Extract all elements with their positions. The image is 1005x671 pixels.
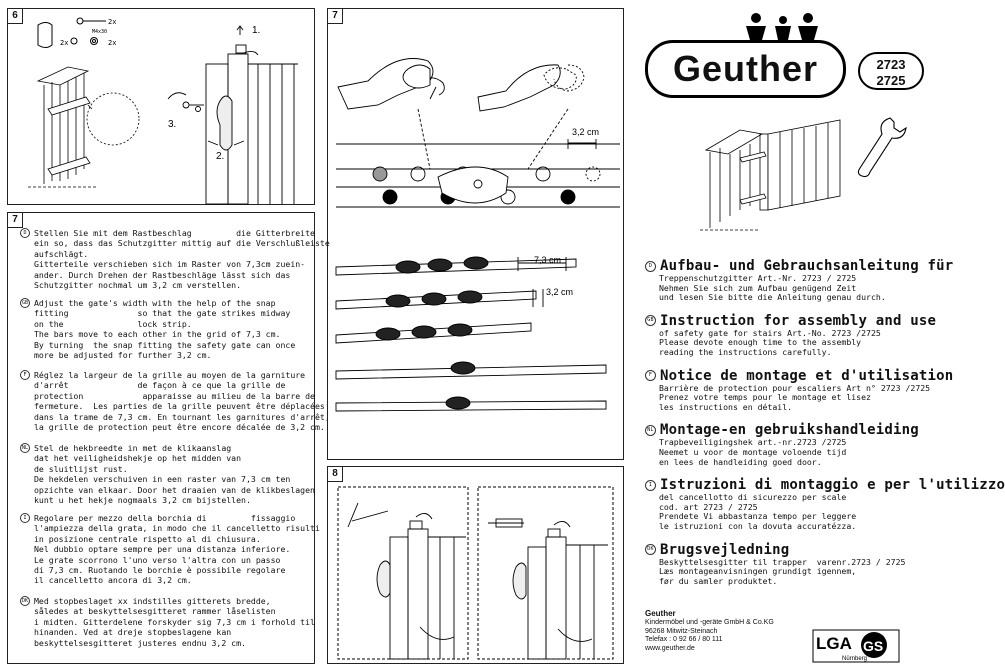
instruction-line: dans la trame de 7,3 cm. En tournant les garnitures d'arrêt, (34, 411, 330, 422)
instruction-line: Nel dubbio optare sempre per una distanza inferiore. (34, 544, 291, 555)
company-line-3: Telefax : 0 92 66 / 80 111 (645, 636, 723, 644)
article-number-2: 2725 (876, 73, 906, 88)
panel-6-illustration (8, 9, 314, 204)
instruction-line: beskyttelsesgitteret justeres endnu 3,2 cm. (34, 637, 246, 648)
instruction-line: aufschlägt. (34, 248, 89, 259)
manual-dk (645, 542, 945, 587)
instruction-line: kunt u het hekje nogmaals 3,2 cm bijstellen. (34, 495, 251, 506)
panel-7-text (7, 212, 330, 664)
manual-subline: før du samler produktet. (659, 575, 778, 586)
instruction-line: ein so, dass das Schutzgitter mittig auf die Verschlußleiste (34, 238, 330, 249)
language-flag-f: F (20, 370, 30, 380)
instruction-line: on the lock strip. (34, 318, 192, 329)
instruction-line: De hekdelen verschuiven in een raster van 7,3 cm ten (34, 474, 291, 485)
manual-title (645, 542, 945, 558)
instruction-block-d (20, 228, 330, 291)
instruction-block-gb (20, 298, 320, 360)
wrench-icon (858, 118, 906, 177)
instruction-line: Stellen Sie mit dem Rastbeschlag die Gitterbreite (34, 228, 315, 238)
instruction-line: Stel de hekbreedte in met de klikaanslag (34, 443, 232, 453)
instruction-line: de sluitlijst rust. (34, 463, 128, 474)
instruction-line: Adjust the gate's width with the help of the snap (34, 298, 276, 308)
pin-size: M4x30 (92, 29, 108, 35)
lga-label: LGA (816, 634, 852, 653)
instruction-line: i midten. Gitterdelene forskyder sig 7,3 cm i forhold til (34, 616, 315, 627)
instruction-line: hinanden. Ved at dreje stopbeslagene kan (34, 627, 232, 638)
step-1: 1. (252, 25, 261, 36)
instruction-line: opzichte van elkaar. Door het draaien van de klikbeslagen (34, 484, 315, 495)
manual-gb (645, 313, 945, 358)
hand-turning-icon (338, 59, 444, 110)
instruction-block-dk (20, 596, 320, 648)
step-3: 3. (168, 119, 177, 130)
manual-subline: en lees de handleiding goed door. (659, 456, 822, 467)
panel-6-number: 6 (7, 8, 23, 24)
panel-8-number: 8 (327, 466, 343, 482)
bar-detail (336, 109, 620, 207)
manual-subline: Prenez votre temps pour le montage et lisez (659, 392, 871, 403)
instruction-line: By turning the snap fitting the safety gate can once (34, 339, 296, 350)
instruction-line: ander. Durch Drehen der Rastbeschläge lässt sich das (34, 269, 291, 280)
manual-subline: le istruzioni con la dovuta accuratézza. (659, 520, 857, 531)
manual-title-text: Aufbau- und Gebrauchsanleitung für (660, 258, 954, 274)
manual-subline: Læs montageanvisningen grundigt igennem, (659, 566, 857, 577)
company-name: Geuther (645, 609, 676, 618)
language-flag-dk: DK (645, 544, 656, 555)
instruction-line: in posizione centrale rispetto al di chiusura. (34, 533, 261, 544)
dim-7-3: 7,3 cm (534, 255, 562, 265)
manual-i (645, 477, 1005, 531)
hinge-part-icon (38, 23, 52, 48)
instruction-line: fermeture. Les parties de la grille peuvent être déplacées (34, 401, 325, 412)
manual-subline: und lesen Sie bitte die Anleitung genau durch. (659, 292, 886, 303)
company-line-2: 96268 Mitwitz-Steinach (645, 627, 718, 635)
panel-7-text-number: 7 (7, 212, 23, 228)
instruction-block-nl (20, 443, 320, 505)
language-flag-f: F (645, 370, 656, 381)
manual-subline: Prendete Vi abbastanza tempo per leggere (659, 511, 857, 522)
panel-7-illustration (327, 8, 624, 460)
instruction-line: Regolare per mezzo della borchia di fissaggio (34, 513, 296, 523)
instruction-block-i (20, 513, 320, 586)
railing-drawing (28, 67, 139, 187)
manual-title (645, 422, 945, 438)
instruction-line: The bars move to each other in the grid of 7,3 cm. (34, 329, 281, 340)
language-flag-nl: NL (21, 445, 29, 451)
language-flag-dk: DK (21, 598, 29, 604)
dim-3-2-top: 3,2 cm (572, 127, 600, 137)
manual-subline: Trapbeveiligingshek art.-nr.2723 /2725 (659, 437, 847, 448)
instruction-line: la grille de protection peut être encore décalée de 3,2 cm. (34, 422, 325, 433)
manual-subline: Please devote enough time to the assembly (659, 337, 862, 348)
brand-logo: Geuther (645, 40, 846, 98)
instruction-line: dat het veiligheidshekje op het midden van (34, 453, 242, 464)
manual-subline: Treppenschutzgitter Art.-Nr. 2723 / 2725 (659, 273, 857, 283)
instruction-line: således at beskyttelsesgitteret rammer låselisten (34, 606, 276, 617)
manual-subline: Nehmen Sie sich zum Aufbau genügend Zeit (659, 282, 857, 293)
manual-title (645, 313, 945, 329)
gate-mount-left (348, 503, 466, 659)
instruction-line: protection apparaisse au milieu de la barre de (34, 390, 315, 401)
lga-gs-certification-mark (812, 629, 900, 663)
gate-mount-right (488, 519, 608, 659)
manual-subline: les instructions en détail. (659, 401, 793, 412)
manual-subline: Beskyttelsesgitter til trapper varenr.2723 / 2725 (659, 556, 906, 567)
language-flag-nl: NL (645, 425, 656, 436)
language-flag-gb: GB (645, 315, 656, 326)
language-flag-gb: GB (21, 300, 29, 306)
company-line-4: www.geuther.de (645, 644, 695, 652)
panel-7-number: 7 (327, 8, 343, 24)
panel-6 (7, 8, 315, 205)
instruction-line: Réglez la largeur de la grille au moyen de la garniture (34, 370, 306, 380)
panel-8 (327, 466, 624, 664)
instruction-line: Med stopbeslaget xx indstilles gitterets bredde, (34, 596, 271, 606)
manual-title-text: Notice de montage et d'utilisation (660, 367, 954, 384)
manual-nl (645, 422, 945, 467)
language-flag-i: I (645, 480, 656, 491)
manual-title (645, 367, 954, 384)
family-figures-icon (738, 12, 828, 40)
manual-f (645, 367, 954, 413)
dim-3-2-bottom: 3,2 cm (546, 287, 574, 297)
instruction-line: d'arrêt de façon à ce que la grille de (34, 380, 286, 391)
manual-titles (645, 258, 1005, 596)
gate-lock-drawing (168, 26, 298, 204)
company-info (645, 610, 774, 653)
manual-title (645, 258, 954, 274)
instruction-line: il cancelletto ancora di 3,2 cm. (34, 575, 192, 586)
instruction-block-f (20, 370, 330, 433)
cap-qty: 2x (60, 39, 69, 47)
instruction-line: di 7,3 cm. Ruotando le borchie è possibile regolare (34, 565, 286, 576)
manual-subline: Neemet u voor de montage voloende tijd (659, 446, 847, 457)
language-flag-d: D (20, 228, 30, 238)
manual-subline: Barrière de protection pour escaliers Art n° 2723 /2725 (659, 382, 931, 393)
language-flag-i: I (20, 513, 30, 523)
manual-subline: reading the instructions carefully. (659, 346, 832, 357)
manual-subline: of safety gate for stairs Art.-No. 2723 /2725 (659, 327, 881, 338)
language-flag-d: D (645, 261, 656, 272)
manual-title-text: Instruction for assembly and use (660, 312, 937, 329)
manual-subline: del cancellotto di sicurezzo per scale (659, 492, 847, 503)
washer-qty: 2x (108, 39, 117, 47)
instruction-line: Schutzgitter nochmal um 3,2 cm verstellen. (34, 280, 242, 291)
instruction-line: more be adjusted for further 3,2 cm. (34, 350, 212, 361)
article-number-1: 2723 (876, 57, 906, 72)
manual-title-text: Montage-en gebruikshandleiding (660, 422, 919, 439)
lga-city: Nürnberg (842, 656, 868, 662)
instruction-line: l'ampiezza della grata, in modo che il cancelletto risulti (34, 523, 320, 534)
instruction-line: Gitterteile verschieben sich im Raster von 7,3cm zuein- (34, 259, 306, 270)
bar-sequence (336, 257, 606, 411)
manual-d (645, 258, 954, 303)
step-2: 2. (216, 151, 225, 162)
manual-subline: cod. art 2723 / 2725 (659, 501, 758, 512)
manual-title-text: Istruzioni di montaggio e per l'utilizzo (660, 477, 1005, 494)
instruction-line: fitting so that the gate strikes midway (34, 308, 291, 319)
instruction-line: Le grate scorrono l'uno verso l'altra con un passo (34, 554, 281, 565)
manual-title-text: Brugsvejledning (660, 541, 790, 558)
company-line-1: Kindermöbel und -geräte GmbH & Co.KG (645, 619, 774, 627)
gs-mark: GS (863, 638, 884, 654)
gate-product-illustration (700, 110, 910, 235)
article-numbers (858, 52, 924, 90)
manual-title (645, 477, 1005, 494)
pin-qty: 2x (108, 18, 117, 26)
hand-rotated-icon (478, 65, 584, 111)
